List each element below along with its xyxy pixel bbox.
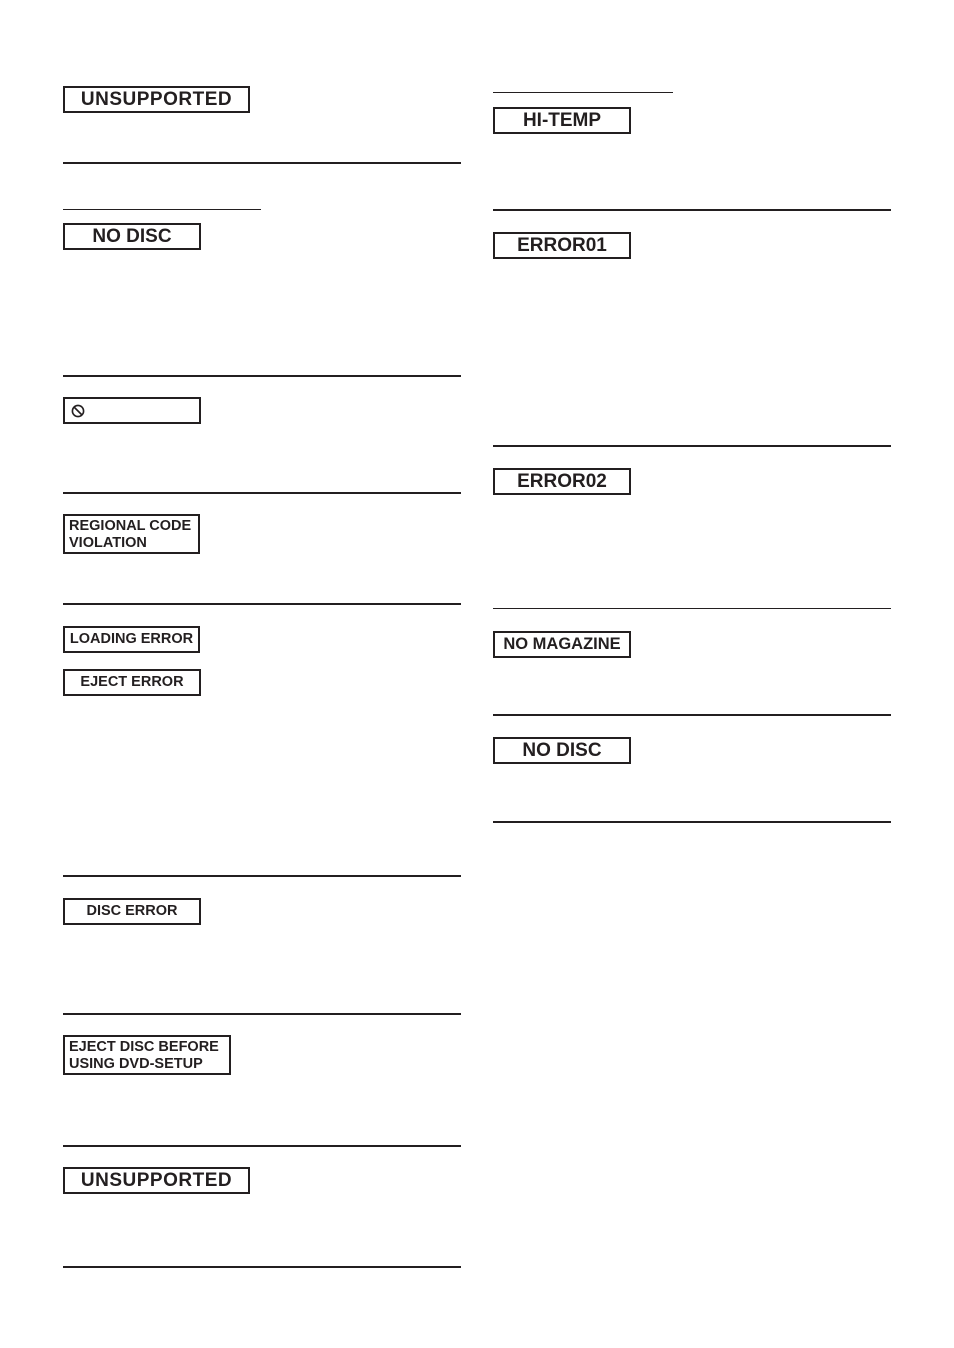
section-divider bbox=[63, 375, 461, 377]
error01-label: ERROR01 bbox=[517, 235, 607, 256]
eject-error-label: EJECT ERROR bbox=[80, 674, 184, 691]
unsupported-label: UNSUPPORTED bbox=[80, 89, 233, 110]
hi-temp-indicator bbox=[493, 107, 631, 134]
unsupported-indicator-bottom bbox=[63, 1167, 250, 1194]
regional-code-line1: REGIONAL CODE bbox=[69, 518, 192, 534]
section-header-rule bbox=[493, 92, 673, 93]
eject-error-indicator bbox=[63, 669, 201, 696]
section-divider bbox=[63, 162, 461, 164]
error01-indicator bbox=[493, 232, 631, 259]
loading-error-label: LOADING ERROR bbox=[69, 631, 194, 648]
prohibited-indicator bbox=[63, 397, 201, 424]
no-magazine-indicator bbox=[493, 631, 631, 658]
no-disc-label: NO DISC bbox=[92, 226, 172, 247]
section-divider bbox=[63, 603, 461, 605]
section-divider bbox=[493, 821, 891, 823]
eject-disc-line1: EJECT DISC BEFORE bbox=[69, 1039, 219, 1055]
no-disc-indicator-right bbox=[493, 737, 631, 764]
section-divider bbox=[493, 209, 891, 211]
regional-code-violation-indicator bbox=[63, 514, 200, 554]
section-divider bbox=[493, 445, 891, 447]
section-divider bbox=[63, 1145, 461, 1147]
disc-error-label: DISC ERROR bbox=[86, 903, 178, 920]
hi-temp-label: HI-TEMP bbox=[522, 110, 602, 131]
loading-error-indicator bbox=[63, 626, 200, 653]
section-divider bbox=[493, 714, 891, 716]
eject-disc-line2: USING DVD-SETUP bbox=[69, 1056, 203, 1072]
section-divider bbox=[493, 608, 891, 609]
section-header-rule bbox=[63, 209, 261, 210]
section-divider bbox=[63, 1013, 461, 1015]
no-magazine-label: NO MAGAZINE bbox=[503, 635, 621, 654]
error02-label: ERROR02 bbox=[517, 471, 607, 492]
no-disc-indicator bbox=[63, 223, 201, 250]
section-divider bbox=[63, 492, 461, 494]
section-divider bbox=[63, 875, 461, 877]
no-disc-label: NO DISC bbox=[522, 740, 602, 761]
unsupported-indicator-top bbox=[63, 86, 250, 113]
disc-error-indicator bbox=[63, 898, 201, 925]
regional-code-line2: VIOLATION bbox=[69, 535, 147, 551]
prohibited-icon bbox=[71, 404, 85, 418]
eject-disc-before-setup-indicator bbox=[63, 1035, 231, 1075]
error02-indicator bbox=[493, 468, 631, 495]
unsupported-label: UNSUPPORTED bbox=[80, 1170, 233, 1191]
section-divider bbox=[63, 1266, 461, 1268]
